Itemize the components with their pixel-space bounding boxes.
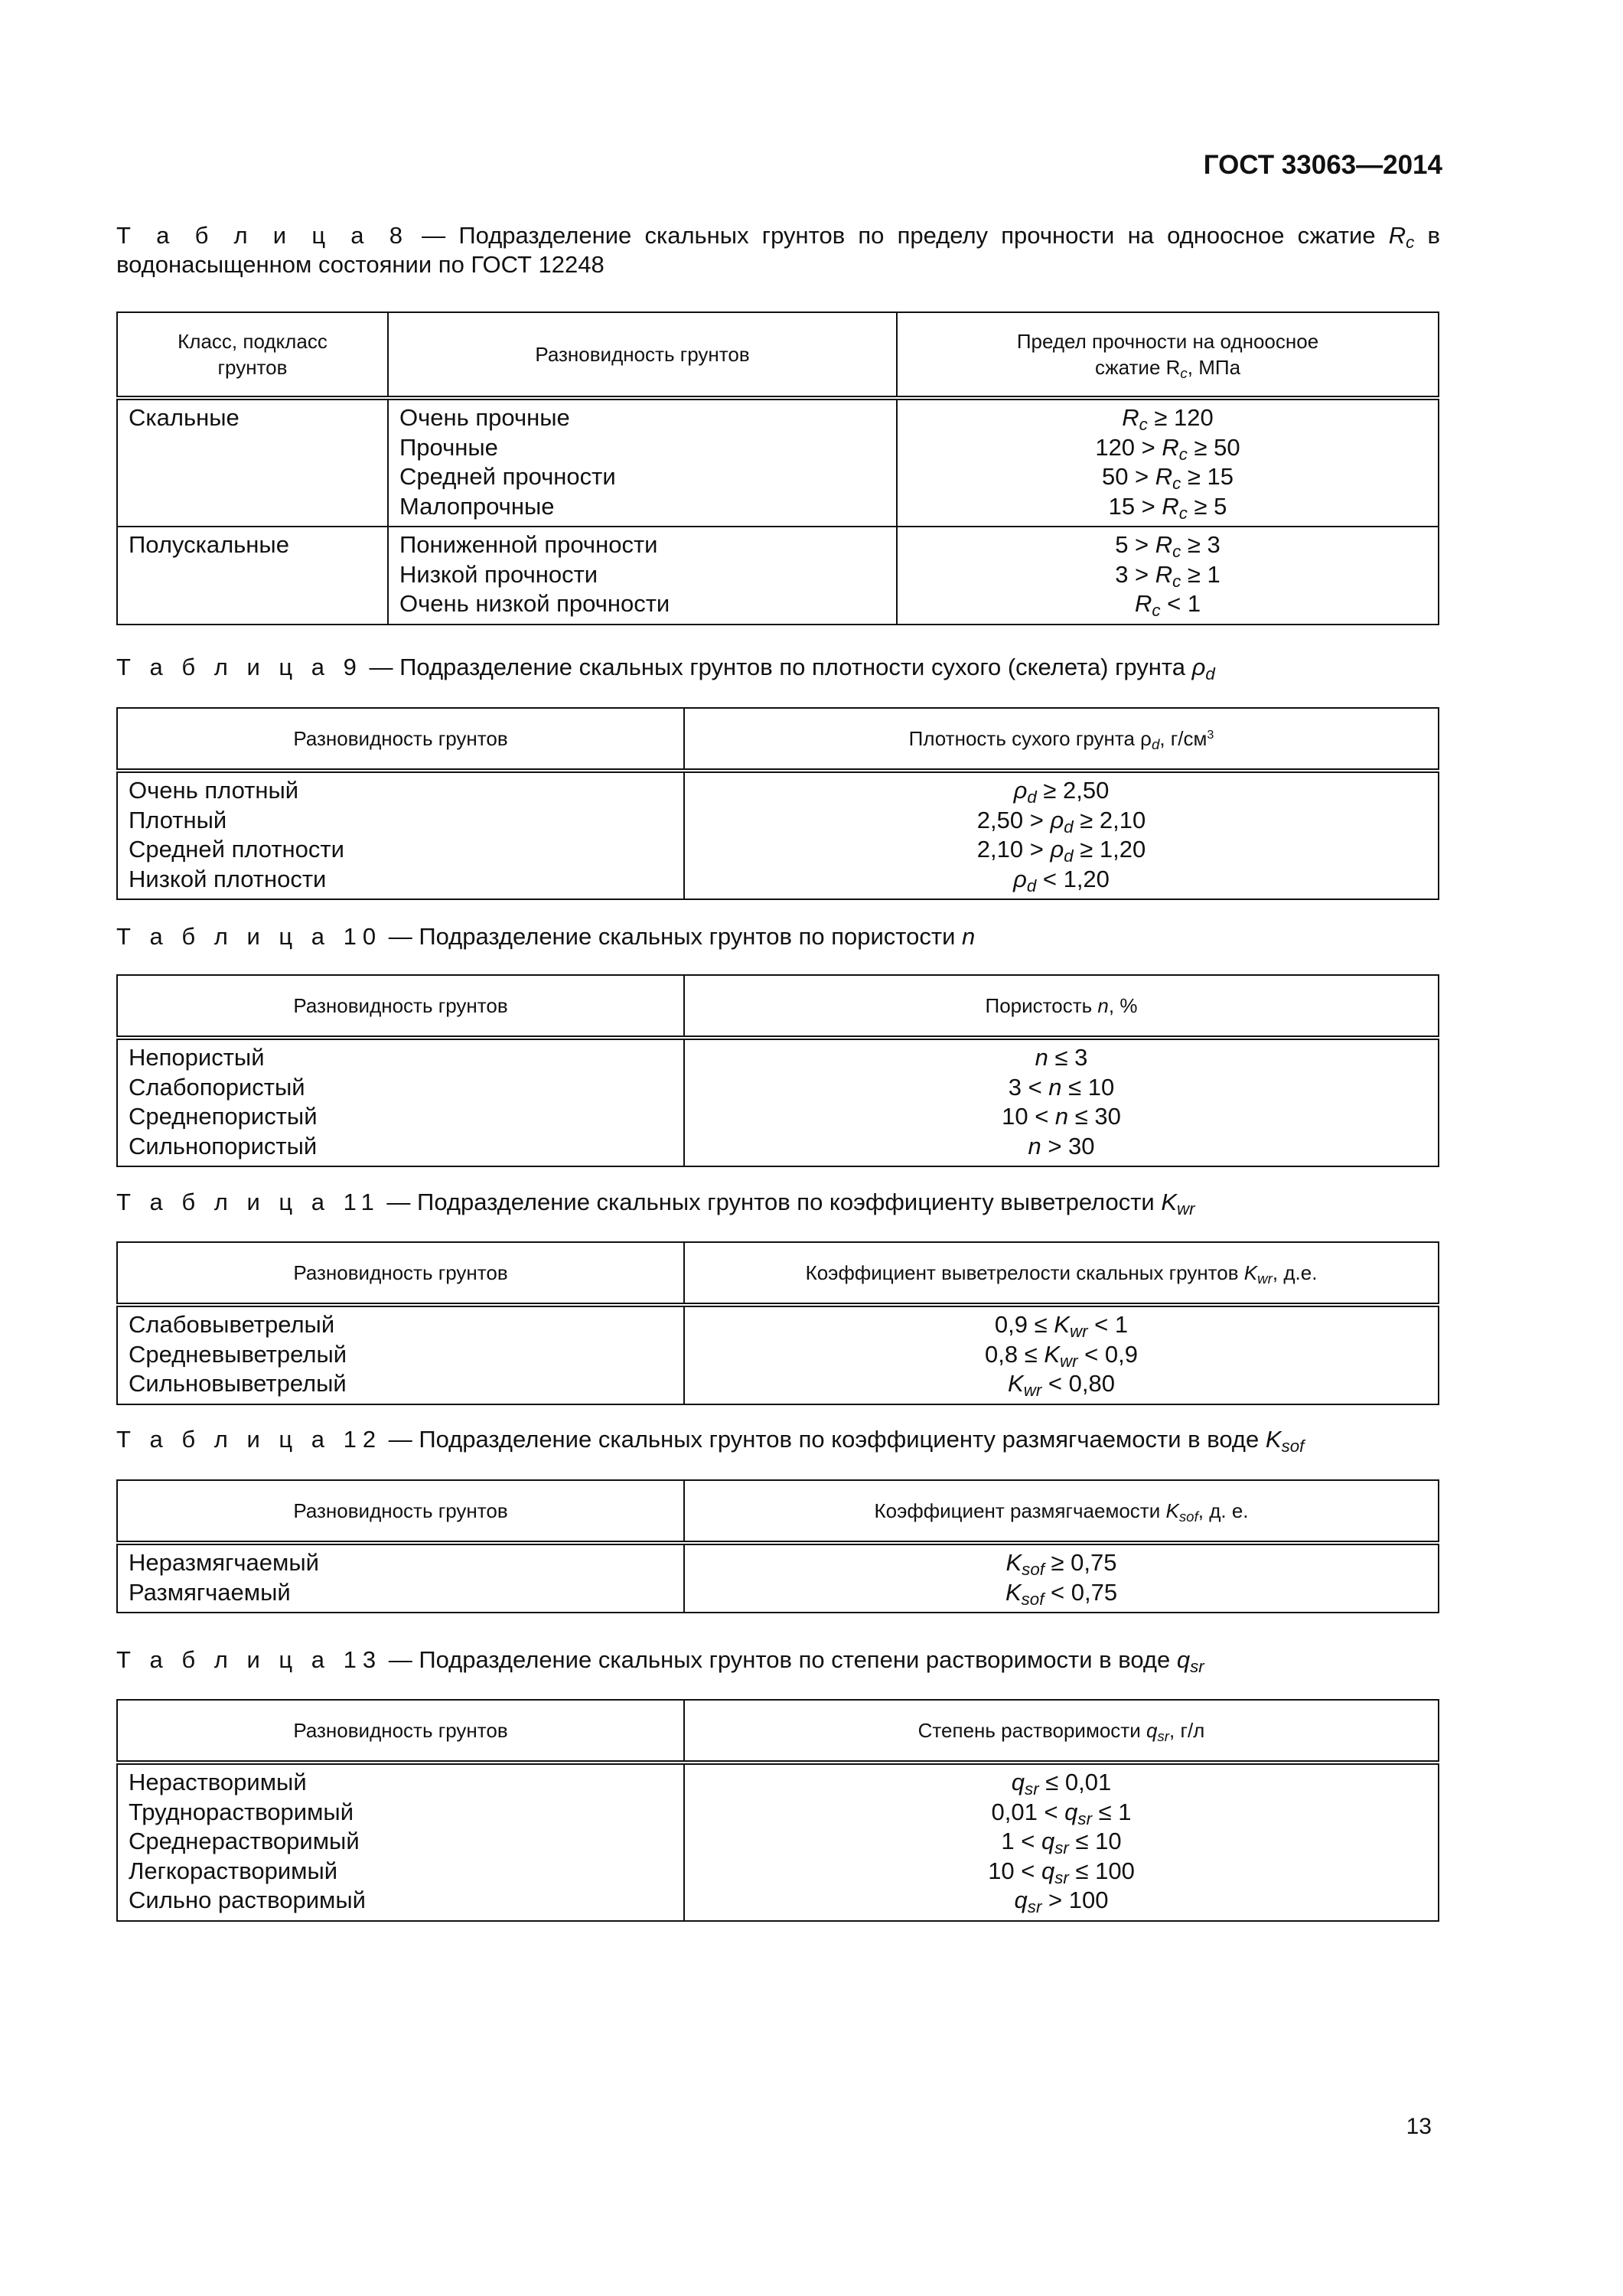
- value-cell: $50 > R_c \ge 15$: [1101, 463, 1234, 494]
- variety-cell: Очень низкой прочности: [399, 590, 670, 617]
- table-10-header-porosity: Пористость n, %: [684, 975, 1439, 1038]
- page-number: 13: [1406, 2114, 1432, 2139]
- variety-cell: Сильновыветрелый: [129, 1370, 347, 1397]
- table-12-header-variety: Разновидность грунтов: [117, 1480, 684, 1543]
- table-13-header-variety: Разновидность грунтов: [117, 1700, 684, 1763]
- value-cell: n > 30: [1028, 1132, 1095, 1159]
- variety-cell: Среднерастворимый: [129, 1828, 360, 1854]
- value-cell: $15 > R_c \ge 5$: [1108, 492, 1227, 523]
- table-13-caption: Т а б л и ц а 13 — Подразделение скальных грунтов по степени растворимости в воде $q_{sr}$: [116, 1646, 1204, 1677]
- value-cell: $0,9 \le K_{wr} < 1$: [994, 1311, 1129, 1342]
- value-cell: $K_{sof} < 0,75$: [1005, 1578, 1118, 1609]
- value-cell: $q_{sr} \le 0,01$: [1011, 1769, 1112, 1799]
- table-12-header-softening: Коэффициент размягчаемости $K_{sof}$, д. е.: [684, 1480, 1439, 1543]
- variety-cell: Средневыветрелый: [129, 1340, 347, 1368]
- variety-cell: Труднорастворимый: [129, 1798, 354, 1825]
- variety-cell: Средней плотности: [129, 836, 344, 863]
- variety-cell: Пониженной прочности: [399, 531, 658, 558]
- table-11: [116, 1241, 1439, 1405]
- value-cell: $R_c < 1$: [1134, 590, 1201, 621]
- variety-cell: Плотный: [129, 806, 227, 833]
- value-cell: 3 < n ≤ 10: [1008, 1073, 1115, 1101]
- variety-cell: Легкорастворимый: [129, 1857, 338, 1884]
- variety-cell: Размягчаемый: [129, 1578, 291, 1606]
- value-cell: $1 < q_{sr} \le 10$: [1001, 1828, 1122, 1858]
- variety-cell: Малопрочные: [399, 492, 555, 520]
- value-cell: $K_{sof} \ge 0,75$: [1005, 1549, 1117, 1580]
- variety-cell: Неразмягчаемый: [129, 1549, 319, 1576]
- variety-cell: Сильнопористый: [129, 1132, 318, 1159]
- table-row: [117, 1038, 1439, 1166]
- variety-cell: Прочные: [399, 433, 498, 461]
- table-11-caption: Т а б л и ц а 11 — Подразделение скальных грунтов по коэффициенту выветрелости $K_{wr}$: [116, 1189, 1195, 1219]
- variety-cell: Низкой прочности: [399, 560, 598, 588]
- table-9-caption: Т а б л и ц а 9 — Подразделение скальных грунтов по плотности сухого (скелета) грунта $\rho_d$: [116, 654, 1215, 684]
- table-10-caption: Т а б л и ц а 10 — Подразделение скальных грунтов по пористости n: [116, 923, 976, 950]
- table-9-header-variety: Разновидность грунтов: [117, 708, 684, 771]
- value-cell: $0,8 \le K_{wr} < 0,9$: [984, 1340, 1138, 1371]
- variety-cell: Непористый: [129, 1044, 265, 1071]
- table-8: [116, 311, 1439, 625]
- table-10-header-variety: Разновидность грунтов: [117, 975, 684, 1038]
- class-cell: Скальные: [129, 404, 240, 431]
- value-cell: $K_{wr} < 0,80$: [1008, 1370, 1115, 1401]
- variety-cell: Слабовыветрелый: [129, 1311, 335, 1338]
- variety-cell: Нерастворимый: [129, 1769, 307, 1795]
- document-number: ГОСТ 33063—2014: [1203, 150, 1442, 180]
- table-12: [116, 1479, 1439, 1613]
- value-cell: $0,01 < q_{sr} \le 1$: [991, 1798, 1132, 1828]
- table-13-header-solubility: Степень растворимости $q_{sr}$, г/л: [684, 1700, 1439, 1763]
- value-cell: n ≤ 3: [1035, 1044, 1088, 1071]
- variety-cell: Очень плотный: [129, 777, 299, 804]
- value-cell: $3 > R_c \ge 1$: [1115, 560, 1221, 591]
- value-cell: $q_{sr} > 100$: [1014, 1887, 1109, 1917]
- table-11-header-weathering: Коэффициент выветрелости скальных грунтов $K_{wr}$, д.е.: [684, 1242, 1439, 1305]
- value-cell: $\rho_d < 1,20$: [1013, 865, 1110, 895]
- table-8-header-variety: Разновидность грунтов: [388, 312, 897, 398]
- variety-cell: Слабопористый: [129, 1073, 305, 1101]
- table-11-header-variety: Разновидность грунтов: [117, 1242, 684, 1305]
- variety-cell: Сильно растворимый: [129, 1887, 366, 1913]
- table-8-caption: Т а б л и ц а 8 — Подразделение скальных грунтов по пределу прочности на одноосное сжатие $R_c$ в водонасыщенном состоянии по ГОСТ 12248: [116, 222, 1440, 278]
- value-cell: 10 < n ≤ 30: [1002, 1103, 1121, 1130]
- variety-cell: Низкой плотности: [129, 865, 327, 892]
- value-cell: $5 > R_c \ge 3$: [1115, 531, 1221, 562]
- table-row: [117, 398, 1439, 527]
- table-row: [117, 771, 1439, 899]
- table-row: [117, 1543, 1439, 1613]
- table-row: [117, 527, 1439, 625]
- table-row: [117, 1763, 1439, 1921]
- table-12-caption: Т а б л и ц а 12 — Подразделение скальных грунтов по коэффициенту размягчаемости в воде $K_{sof}$: [116, 1426, 1305, 1456]
- value-cell: $10 < q_{sr} \le 100$: [988, 1857, 1135, 1887]
- table-8-header-strength: Предел прочности на одноосное сжатие $R_c$, МПа: [897, 312, 1439, 398]
- table-13: [116, 1699, 1439, 1922]
- table-9-header-density: Плотность сухого грунта $\rho_d$, $г/см^3$: [684, 708, 1439, 771]
- value-cell: $2,10 > \rho_d \ge 1,20$: [976, 836, 1146, 866]
- value-cell: $\rho_d \ge 2,50$: [1013, 777, 1110, 807]
- class-cell: Полускальные: [129, 531, 289, 558]
- value-cell: $R_c \ge 120$: [1122, 404, 1214, 435]
- table-row: [117, 1305, 1439, 1404]
- variety-cell: Среднепористый: [129, 1103, 318, 1130]
- table-9: [116, 707, 1439, 900]
- value-cell: $120 > R_c \ge 50$: [1095, 433, 1240, 464]
- variety-cell: Очень прочные: [399, 404, 570, 431]
- variety-cell: Средней прочности: [399, 463, 616, 490]
- table-8-header-class: Класс, подкласс грунтов: [117, 312, 388, 398]
- table-10: [116, 974, 1439, 1167]
- value-cell: $2,50 > \rho_d \ge 2,10$: [976, 806, 1146, 837]
